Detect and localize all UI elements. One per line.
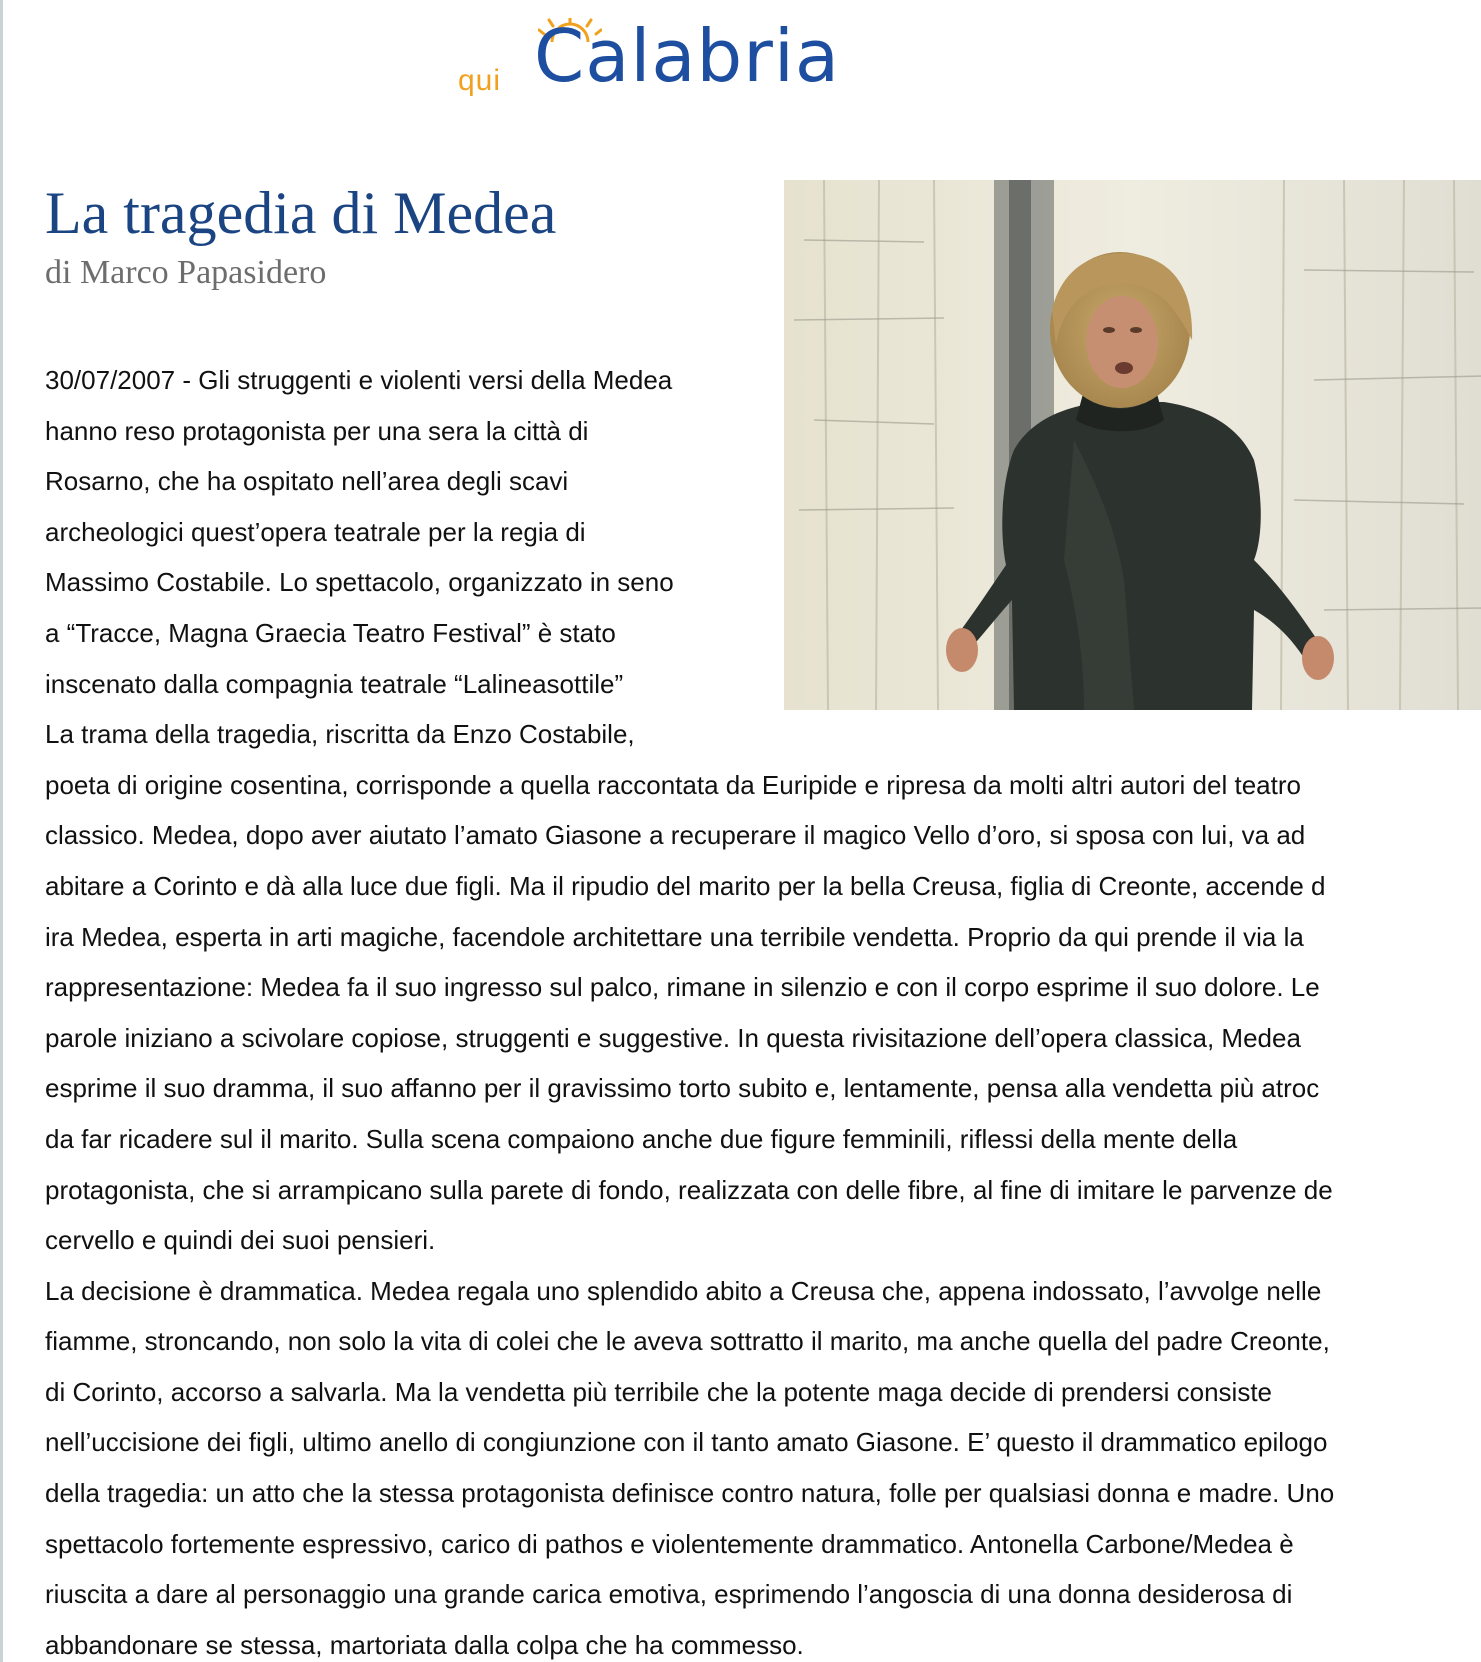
paragraph-line: della tragedia: un atto che la stessa protagonista definisce contro natura, folle per qualsiasi donna e madre. Uno — [45, 1478, 1335, 1509]
paragraph-line: nell’uccisione dei figli, ultimo anello di congiunzione con il tanto amato Giasone. E’ questo il drammatico epilogo — [45, 1427, 1328, 1458]
paragraph-line: riuscita a dare al personaggio una grande carica emotiva, esprimendo l’angoscia di una donna desiderosa di — [45, 1579, 1293, 1610]
photo-wrap-space — [765, 355, 1481, 717]
paragraph-line: cervello e quindi dei suoi pensieri. — [45, 1225, 436, 1256]
paragraph-line: da far ricadere sul il marito. Sulla scena compaiono anche due figure femminili, riflessi della mente della — [45, 1123, 1238, 1154]
paragraph-line: rappresentazione: Medea fa il suo ingresso sul palco, rimane in silenzio e con il corpo esprime il suo dolore. Le — [45, 972, 1320, 1003]
paragraph-line: poeta di origine cosentina, corrisponde a quella raccontata da Euripide e ripresa da molti altri autori del teatro — [45, 769, 1301, 800]
paragraph-line: La decisione è drammatica. Medea regala uno splendido abito a Creusa che, appena indossato, l’avvolge nelle — [45, 1275, 1322, 1306]
paragraph-line: esprime il suo dramma, il suo affanno per il gravissimo torto subito e, lentamente, pensa alla vendetta più atroc — [45, 1073, 1320, 1104]
article-title: La tragedia di Medea — [45, 180, 557, 246]
site-logo[interactable] — [458, 14, 898, 108]
logo-prefix: qui — [458, 64, 502, 97]
paragraph-line: fiamme, stroncando, non solo la vita di colei che le aveva sottratto il marito, ma anche quella del padre Creonte, — [45, 1326, 1330, 1357]
paragraph-line: di Corinto, accorso a salvarla. Ma la vendetta più terribile che la potente maga decide di prendersi consiste — [45, 1376, 1273, 1407]
paragraph-line: ira Medea, esperta in arti magiche, facendole architettare una terribile vendetta. Proprio da qui prende il via la — [45, 921, 1304, 952]
paragraph-line: Rosarno, che ha ospitato nell’area degli scavi — [45, 466, 569, 497]
article-byline: di Marco Papasidero — [45, 254, 327, 291]
paragraph-line: classico. Medea, dopo aver aiutato l’amato Giasone a recuperare il magico Vello d’oro, si sposa con lui, va ad — [45, 820, 1306, 851]
paragraph-line: abbandonare se stessa, martoriata dalla colpa che ha commesso. — [45, 1629, 804, 1660]
paragraph-line: protagonista, che si arrampicano sulla parete di fondo, realizzata con delle fibre, al fine di imitare le parvenze de — [45, 1174, 1333, 1205]
paragraph-line: abitare a Corinto e dà alla luce due figli. Ma il ripudio del marito per la bella Creusa, figlia di Creonte, accende d — [45, 870, 1326, 901]
paragraph-line: parole iniziano a scivolare copiose, struggenti e suggestive. In questa rivisitazione dell’opera classica, Medea — [45, 1022, 1301, 1053]
article-body — [45, 355, 1481, 1662]
article-paragraph-3 — [45, 1266, 1481, 1662]
paragraph-line: spettacolo fortemente espressivo, carico di pathos e violentemente drammatico. Antonella Carbone/Medea è — [45, 1528, 1294, 1559]
paragraph-line: inscenato dalla compagnia teatrale “Lalineasottile” — [45, 668, 624, 699]
paragraph-line: Massimo Costabile. Lo spettacolo, organizzato in seno — [45, 567, 674, 598]
paragraph-line: La trama della tragedia, riscritta da Enzo Costabile, — [45, 719, 635, 750]
paragraph-line: 30/07/2007 - Gli struggenti e violenti versi della Medea — [45, 365, 673, 395]
paragraph-line: archeologici quest’opera teatrale per la regia di — [45, 516, 586, 547]
paragraph-line: a “Tracce, Magna Graecia Teatro Festival” è stato — [45, 617, 616, 648]
paragraph-line: hanno reso protagonista per una sera la città di — [45, 415, 589, 446]
logo-name: Calabria — [534, 14, 840, 98]
left-border — [0, 0, 3, 1662]
article-paragraph-2 — [45, 709, 1481, 1266]
